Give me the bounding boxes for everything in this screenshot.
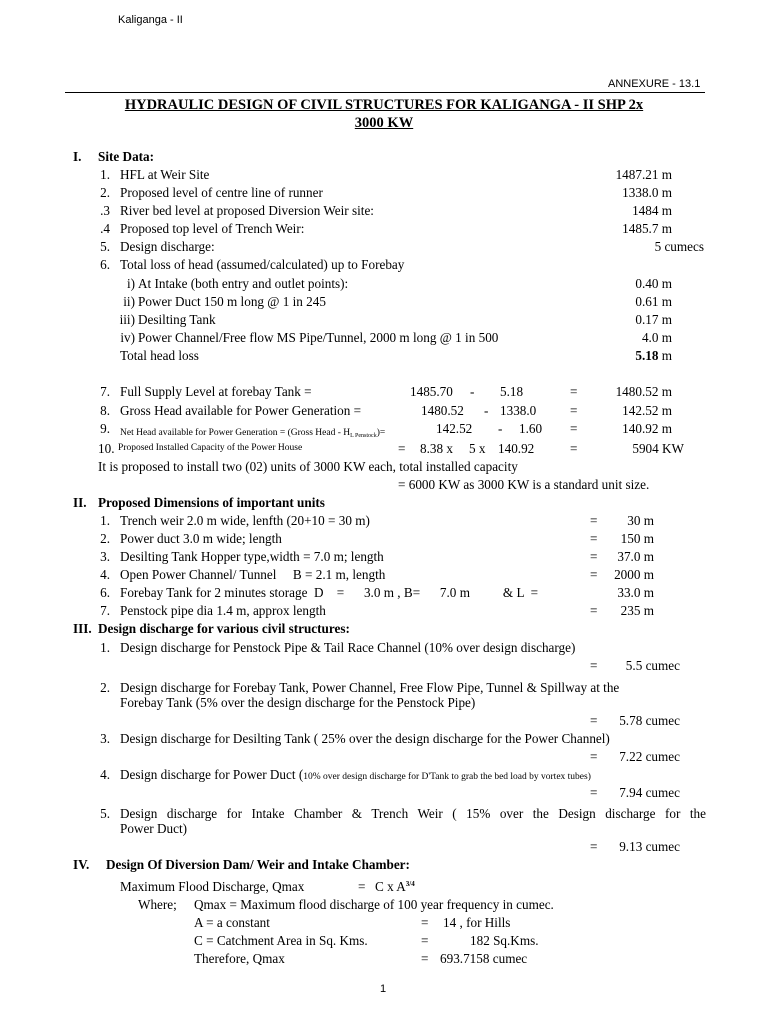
calc-operand-c: 140.92 xyxy=(498,441,535,456)
calc-equals: = xyxy=(570,403,578,418)
item-number: 3. xyxy=(100,731,110,746)
item-label: Desilting Tank Hopper type,width = 7.0 m; length xyxy=(120,549,384,564)
item-text: Design discharge for Desilting Tank ( 25% over the design discharge for the Power Channel) xyxy=(120,731,610,746)
item-equals: = xyxy=(590,658,598,673)
annexure-label: ANNEXURE - 13.1 xyxy=(608,78,701,90)
section-heading: Design Of Diversion Dam/ Weir and Intake Chamber: xyxy=(106,857,410,872)
item-equals: = xyxy=(590,785,598,800)
definition-equals: = xyxy=(421,951,429,966)
calc-operator: - xyxy=(498,421,503,436)
loss-label: Power Duct 150 m long @ 1 in 245 xyxy=(138,294,326,309)
item-value: 5.5 cumec xyxy=(625,658,680,673)
loss-number: iii) xyxy=(119,312,135,327)
item-value: 33.0 m xyxy=(617,585,654,600)
item-equals: = xyxy=(590,749,598,764)
calc-operand-a: 1485.70 xyxy=(410,384,453,399)
net-head-label-sub: L Penstock xyxy=(350,433,377,439)
calc-number: 7. xyxy=(100,384,110,399)
item-label: Proposed top level of Trench Weir: xyxy=(120,221,305,236)
item-text xyxy=(120,768,591,783)
where-text: Qmax = Maximum flood discharge of 100 year frequency in cumec. xyxy=(194,897,554,912)
calc-label: Gross Head available for Power Generation = xyxy=(120,403,362,418)
item-number: 5. xyxy=(100,806,110,821)
item-number: 2. xyxy=(100,680,110,695)
loss-label: At Intake (both entry and outlet points): xyxy=(138,276,349,291)
calc-operand-b: 5.18 xyxy=(500,384,524,399)
calc-number: 10. xyxy=(98,441,115,456)
section-number: II. xyxy=(73,495,87,510)
item-text-main: Design discharge for Power Duct ( xyxy=(120,767,304,782)
item-value: 1487.21 m xyxy=(615,167,672,182)
item-value: 1338.0 m xyxy=(622,185,672,200)
item-value: 2000 m xyxy=(614,567,654,582)
definition-value: 693.7158 cumec xyxy=(440,951,528,966)
item-label: Open Power Channel/ Tunnel B = 2.1 m, length xyxy=(120,567,386,582)
formula-label: Maximum Flood Discharge, Qmax xyxy=(120,879,305,894)
section-heading: Proposed Dimensions of important units xyxy=(98,495,325,510)
item-number: 4. xyxy=(100,767,110,782)
calc-result: 1480.52 m xyxy=(615,384,672,399)
total-value: 5.18 xyxy=(635,348,659,363)
item-number: 1. xyxy=(100,640,110,655)
formula-base: C x A xyxy=(375,879,406,894)
calc-number: 9. xyxy=(100,421,110,436)
item-equals: = xyxy=(590,713,598,728)
item-number: 1. xyxy=(100,513,110,528)
loss-value: 0.40 m xyxy=(635,276,672,291)
item-text-continued: Forebay Tank (5% over the design discharge for the Penstock Pipe) xyxy=(120,695,476,710)
net-head-label-a: Net Head available for Power Generation = (Gross Head - H xyxy=(120,428,351,438)
running-header: Kaliganga - II xyxy=(118,14,183,26)
item-equals: = xyxy=(590,549,598,564)
document-title-line1: HYDRAULIC DESIGN OF CIVIL STRUCTURES FOR KALIGANGA - II SHP 2x xyxy=(124,97,644,113)
definition-equals: = xyxy=(421,915,429,930)
item-number: .4 xyxy=(100,221,110,236)
item-text: Design discharge for Penstock Pipe & Tail Race Channel (10% over design discharge) xyxy=(120,640,576,655)
loss-value: 0.17 m xyxy=(635,312,672,327)
calc-operand-b: 1.60 xyxy=(519,421,543,436)
calc-operand-b: 5 x xyxy=(469,441,486,456)
calc-result: 5904 KW xyxy=(632,441,684,456)
item-value: 235 m xyxy=(620,603,654,618)
item-label: HFL at Weir Site xyxy=(120,167,210,182)
section-heading: Site Data: xyxy=(98,149,155,164)
item-number: 1. xyxy=(100,167,110,182)
loss-label: Power Channel/Free flow MS Pipe/Tunnel, 2000 m long @ 1 in 500 xyxy=(138,330,499,345)
calc-equals: = xyxy=(398,441,406,456)
item-text-small: 10% over design discharge for D'Tank to grab the bed load by vortex tubes) xyxy=(303,772,591,782)
capacity-label: Proposed Installed Capacity of the Power House xyxy=(118,443,303,453)
item-number: 4. xyxy=(100,567,110,582)
loss-number: ii) xyxy=(123,294,135,309)
section-number: I. xyxy=(73,149,82,164)
item-number: 2. xyxy=(100,185,110,200)
loss-value: 0.61 m xyxy=(635,294,672,309)
item-text: Design discharge for Intake Chamber & Trench Weir ( 15% over the Design discharge for the xyxy=(120,806,706,821)
calc-operand-a: 8.38 x xyxy=(420,441,453,456)
calc-operand-b: 1338.0 xyxy=(500,403,537,418)
calc-label: Full Supply Level at forebay Tank = xyxy=(120,384,312,399)
section-number: IV. xyxy=(73,857,90,872)
item-value: 30 m xyxy=(627,513,654,528)
item-value: 1485.7 m xyxy=(622,221,672,236)
item-text: Design discharge for Forebay Tank, Power Channel, Free Flow Pipe, Tunnel & Spillway at the xyxy=(120,680,620,695)
calc-result: 140.92 m xyxy=(622,421,672,436)
item-equals: = xyxy=(590,567,598,582)
definition-label: Therefore, Qmax xyxy=(194,951,285,966)
item-value: 150 m xyxy=(620,531,654,546)
section-number: III. xyxy=(73,621,92,636)
item-label: Total loss of head (assumed/calculated) up to Forebay xyxy=(120,257,405,272)
item-number: 6. xyxy=(100,585,110,600)
item-number: .3 xyxy=(100,203,110,218)
total-head-loss-label: Total head loss xyxy=(120,348,199,363)
item-value: 37.0 m xyxy=(617,549,654,564)
item-label: Power duct 3.0 m wide; length xyxy=(120,531,282,546)
loss-value: 4.0 m xyxy=(641,330,672,345)
calc-result: 142.52 m xyxy=(622,403,672,418)
item-equals: = xyxy=(590,513,598,528)
capacity-note: = 6000 KW as 3000 KW is a standard unit size. xyxy=(398,477,650,492)
calc-operator: - xyxy=(484,403,489,418)
formula-equals: = xyxy=(358,879,366,894)
item-number: 2. xyxy=(100,531,110,546)
item-number: 5. xyxy=(100,239,110,254)
document-title-line2: 3000 KW xyxy=(354,115,414,131)
definition-value: 182 Sq.Kms. xyxy=(470,933,539,948)
calc-operand-a: 1480.52 xyxy=(421,403,464,418)
item-value: 9.13 cumec xyxy=(619,839,680,854)
item-label: Design discharge: xyxy=(120,239,215,254)
loss-label: Desilting Tank xyxy=(138,312,216,327)
calc-operator: - xyxy=(470,384,475,399)
net-head-label-b: )= xyxy=(376,428,386,438)
item-value: 5 cumecs xyxy=(654,239,704,254)
calc-equals: = xyxy=(570,421,578,436)
definition-label: C = Catchment Area in Sq. Kms. xyxy=(194,933,368,948)
where-label: Where; xyxy=(138,897,177,912)
capacity-note: It is proposed to install two (02) units of 3000 KW each, total installed capacity xyxy=(98,459,518,474)
item-label: Penstock pipe dia 1.4 m, approx length xyxy=(120,603,326,618)
item-value: 7.22 cumec xyxy=(619,749,680,764)
total-unit: m xyxy=(661,348,672,363)
item-text-continued: Power Duct) xyxy=(120,821,188,836)
item-value: 1484 m xyxy=(632,203,672,218)
item-label: River bed level at proposed Diversion Weir site: xyxy=(120,203,374,218)
formula-expression xyxy=(375,880,415,893)
item-number: 3. xyxy=(100,549,110,564)
definition-value: 14 , for Hills xyxy=(443,915,511,930)
section-heading: Design discharge for various civil structures: xyxy=(98,621,350,636)
page-number: 1 xyxy=(380,983,387,995)
item-equals: = xyxy=(590,603,598,618)
formula-exponent: 3/4 xyxy=(405,880,415,888)
calc-operand-a: 142.52 xyxy=(436,421,473,436)
calc-number: 8. xyxy=(100,403,110,418)
header-rule xyxy=(65,92,705,93)
calc-equals: = xyxy=(570,441,578,456)
definition-equals: = xyxy=(421,933,429,948)
item-label: Forebay Tank for 2 minutes storage D = 3.0 m , B= 7.0 m & L = xyxy=(120,585,539,600)
item-label: Trench weir 2.0 m wide, lenfth (20+10 = 30 m) xyxy=(120,513,370,528)
loss-number: iv) xyxy=(120,330,135,345)
item-number: 7. xyxy=(100,603,110,618)
definition-label: A = a constant xyxy=(194,915,270,930)
item-number: 6. xyxy=(100,257,110,272)
total-head-loss-value xyxy=(560,349,672,362)
item-label: Proposed level of centre line of runner xyxy=(120,185,323,200)
item-value: 7.94 cumec xyxy=(619,785,680,800)
item-value: 5.78 cumec xyxy=(619,713,680,728)
item-equals: = xyxy=(590,839,598,854)
calc-equals: = xyxy=(570,384,578,399)
item-equals: = xyxy=(590,531,598,546)
net-head-label xyxy=(120,424,385,439)
loss-number: i) xyxy=(126,276,135,291)
